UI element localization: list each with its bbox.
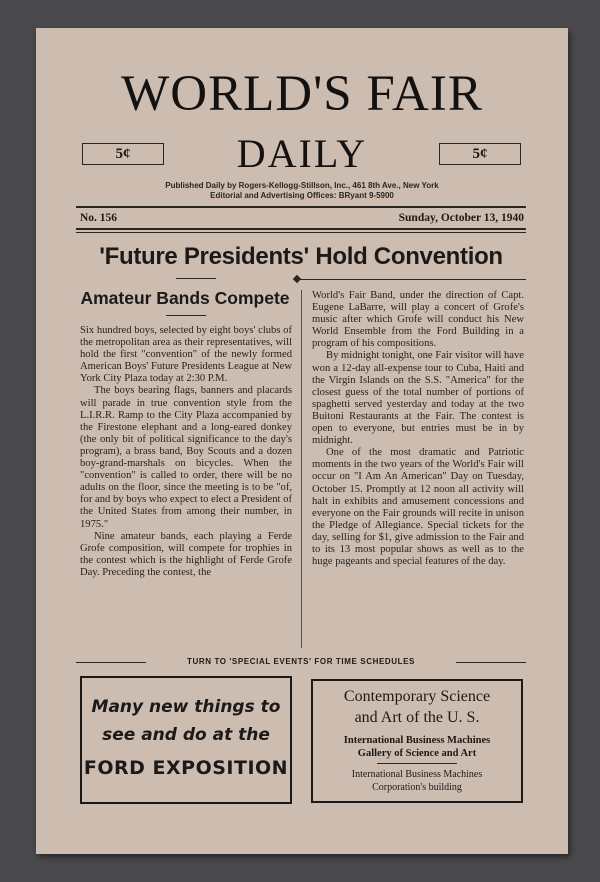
masthead-title: WORLD'S FAIR [121,66,483,122]
price-box-right: 5¢ [439,143,521,165]
ibm-ad-rule [377,763,457,764]
headline: 'Future Presidents' Hold Convention [99,243,503,270]
left-column [80,325,292,579]
issue-date: Sunday, October 13, 1940 [398,212,524,224]
issue-number: No. 156 [80,212,118,224]
turn-notice: TURN TO 'SPECIAL EVENTS' FOR TIME SCHEDULES [187,657,415,666]
right-paragraph: World's Fair Band, under the direction of Capt. Eugene LaBarre, will play a concert of Grofe's music after which Grofe will conduct his New World Ensemble from the Ford Building in a program of his compositions. [312,290,524,350]
ford-ad-line2: see and do at the [102,725,270,745]
ibm-ad-building: Corporation's building [372,782,462,793]
ford-ad-line3: FORD EXPOSITION [83,757,289,779]
subhead: Amateur Bands Compete [80,288,290,308]
newspaper-page [36,28,568,854]
headline-rule-left [176,278,216,279]
masthead-subtitle: DAILY [236,131,368,176]
left-paragraph: Nine amateur bands, each playing a Ferde Grofe composition, will compete for trophies in the contest which is the highlight of Ferde Grofe Day. Preceding the contest, the [80,530,292,578]
ford-ad [80,676,292,804]
left-paragraph: Six hundred boys, selected by eight boys' clubs of the metropolitan area as their representatives, will hold the first "convention" of the newly formed American Boys' Future Presidents League at New York City Plaza today at 2:30 P.M. [80,325,292,385]
headline-rule-right [298,279,526,280]
subhead-rule [166,315,206,316]
left-paragraph: The boys bearing flags, banners and placards will parade in true convention style from the L.I.R.R. Ramp to the City Plaza accompanied by the Firestone elephant and a long-eared donkey (the only bit of political significance to the day's program), a brass band, Boy Scouts and a dozen boy-grand-marshals on bicycles. When the "convention" is called to order, there will be no adults on the floor, since the meeting is to be "of, for and by boys who expect to elect a President of the United States from among their number, in 1975." [80,385,292,530]
ibm-ad [311,679,523,803]
issue-rule-top [76,206,526,208]
issue-rule-bottom [76,228,526,230]
ibm-ad-sponsor1: International Business Machines [343,735,491,746]
offices-line: Editorial and Advertising Offices: BRyant 9-5900 [210,191,394,200]
right-column [312,290,524,568]
ford-ad-line1: Many new things to [91,697,281,717]
column-divider [301,290,302,648]
ibm-ad-sponsor2: International Business Machines [351,769,483,780]
ibm-ad-gallery: Gallery of Science and Art [357,748,477,759]
publisher-line: Published Daily by Rogers-Kellogg-Stillson, Inc., 461 8th Ave., New York [165,181,439,190]
issue-rule-thin [76,232,526,233]
price-box-left: 5¢ [82,143,164,165]
ibm-ad-title1: Contemporary Science [343,688,491,705]
diamond-ornament [293,275,301,283]
ibm-ad-title2: and Art of the U. S. [354,709,480,726]
right-paragraph: By midnight tonight, one Fair visitor will have won a 12-day all-expense tour to Cuba, Haiti and the Virgin Islands on the S.S. "America" for the closest guess of the total number of portions of spaghetti served yesterday and today at the two Buitoni Restaurants at the Fair. The contest is open to everyone, but entries must be in by midnight. [312,350,524,447]
right-paragraph: One of the most dramatic and Patriotic moments in the two years of the World's Fair will occur on "I Am An American" Day on Tuesday, October 15. Promptly at 12 noon all activity will halt in exhibits and amusement concessions and everyone on the Fair grounds will recite in unison the Pledge of Allegiance. Special tickets for the day, selling for $1, give admission to the Fair and to its 13 most popular shows as well as to the huge pageants and special features of the day. [312,447,524,568]
turn-rule-right [456,662,526,663]
